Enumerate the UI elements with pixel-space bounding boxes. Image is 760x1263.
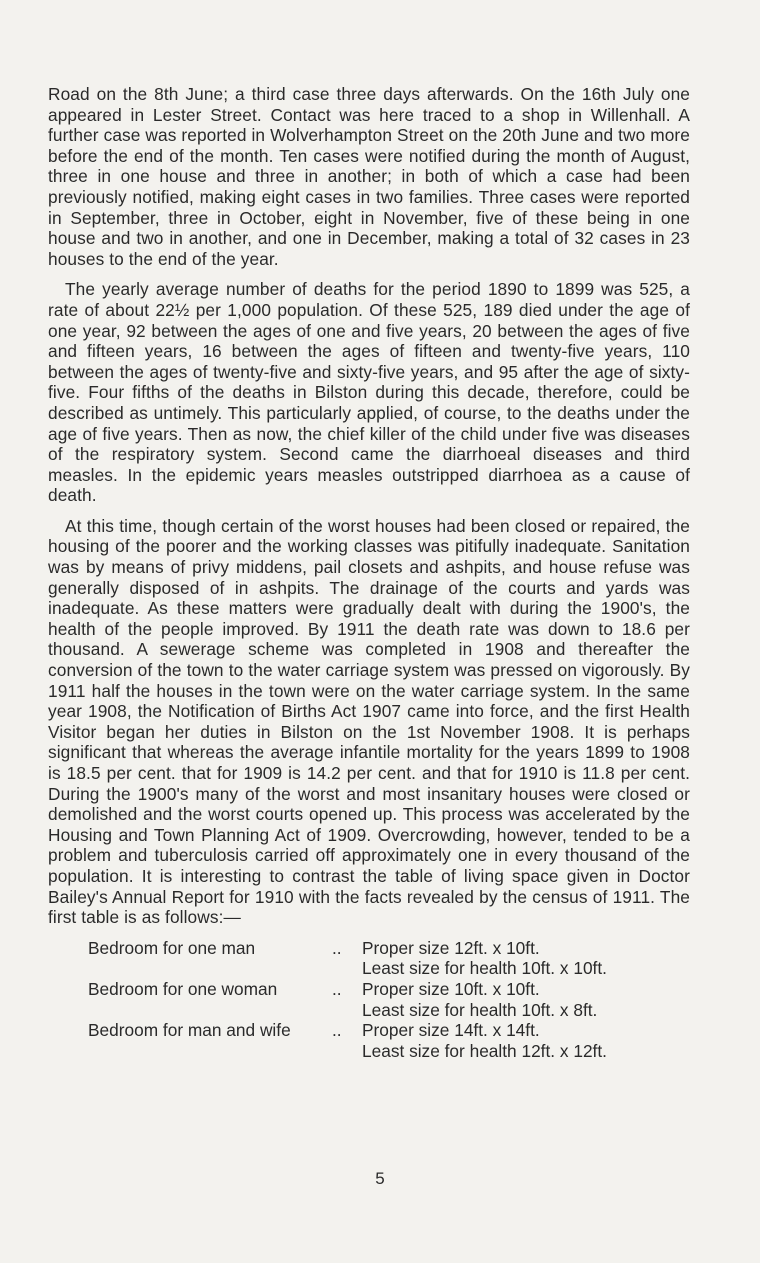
size-cell — [362, 938, 690, 979]
table-row — [88, 1020, 690, 1061]
paragraph-2: The yearly average number of deaths for the period 1890 to 1899 was 525, a rate of about 22½ per 1,000 population. Of these 525, 189 died under the age of one year, 92 between the ages of one and five years, 20 between the ages of five and fifteen years, 16 between the ages of fifteen and twenty-five years, 110 between the ages of twenty-five and sixty-five years, and 95 after the age of sixty-five. Four fifths of the deaths in Bilston during this decade, therefore, could be described as untimely. This particularly applied, of course, to the deaths under the age of five years. Then as now, the chief killer of the child under five was diseases of the respiratory system. Second came the diarrhoeal diseases and third measles. In the epidemic years measles outstripped diarrhoea as a cause of death. — [48, 279, 690, 506]
table-row — [88, 938, 690, 979]
table-row — [88, 979, 690, 1020]
leader-dots: .. — [332, 978, 342, 999]
paragraph-3: At this time, though certain of the worst houses had been closed or repaired, the housing of the poorer and the working classes was pitifully inadequate. Sanitation was by means of privy middens, pail closets and ashpits, and house refuse was generally disposed of in ashpits. The drainage of the courts and yards was inadequate. As these matters were gradually dealt with during the 1900's, the health of the people improved. By 1911 the death rate was down to 18.6 per thousand. A sewerage scheme was completed in 1908 and thereafter the conversion of the town to the water carriage system was pressed on vigorously. By 1911 half the houses in the town were on the water carriage system. In the same year 1908, the Notification of Births Act 1907 came into force, and the first Health Visitor began her duties in Bilston on the 1st November 1908. It is perhaps significant that whereas the average infantile mortality for the years 1899 to 1908 is 18.5 per cent. that for 1909 is 14.2 per cent. and that for 1910 is 11.8 per cent. During the 1900's many of the worst and most insanitary houses were closed or demolished and the worst courts opened up. This process was accelerated by the Housing and Town Planning Act of 1909. Overcrowding, however, tended to be a problem and tuberculosis carried off approximately one in every thousand of the population. It is interesting to contrast the table of living space given in Doctor Bailey's Annual Report for 1910 with the facts revealed by the census of 1911. The first table is as follows:— — [48, 515, 690, 928]
least-size: Least size for health 10ft. x 10ft. — [362, 958, 607, 979]
least-size: Least size for health 12ft. x 12ft. — [362, 1040, 607, 1061]
page-number: 5 — [375, 1169, 385, 1188]
leader-dots: .. — [332, 1020, 342, 1041]
room-label: Bedroom for one man — [88, 937, 256, 958]
leader-dots: .. — [332, 937, 342, 958]
size-cell — [362, 1020, 690, 1061]
size-cell — [362, 979, 690, 1020]
least-size: Least size for health 10ft. x 8ft. — [362, 999, 598, 1020]
living-space-table — [88, 938, 690, 1062]
paragraph-1: Road on the 8th June; a third case three days afterwards. On the 16th July one appeared in Lester Street. Contact was here traced to a shop in Willenhall. A further case was reported in Wolverhampton Street on the 20th June and two more before the end of the month. Ten cases were notified during the month of August, three in one house and three in another; in both of which a case had been previously notified, making eight cases in two families. Three cases were reported in September, three in October, eight in November, five of these being in one house and two in another, and one in December, making a total of 32 cases in 23 houses to the end of the year. — [48, 84, 690, 269]
room-label: Bedroom for man and wife — [88, 1020, 291, 1041]
room-label: Bedroom for one woman — [88, 978, 278, 999]
proper-size: Proper size 10ft. x 10ft. — [362, 978, 540, 999]
proper-size: Proper size 12ft. x 10ft. — [362, 937, 540, 958]
proper-size: Proper size 14ft. x 14ft. — [362, 1020, 540, 1041]
